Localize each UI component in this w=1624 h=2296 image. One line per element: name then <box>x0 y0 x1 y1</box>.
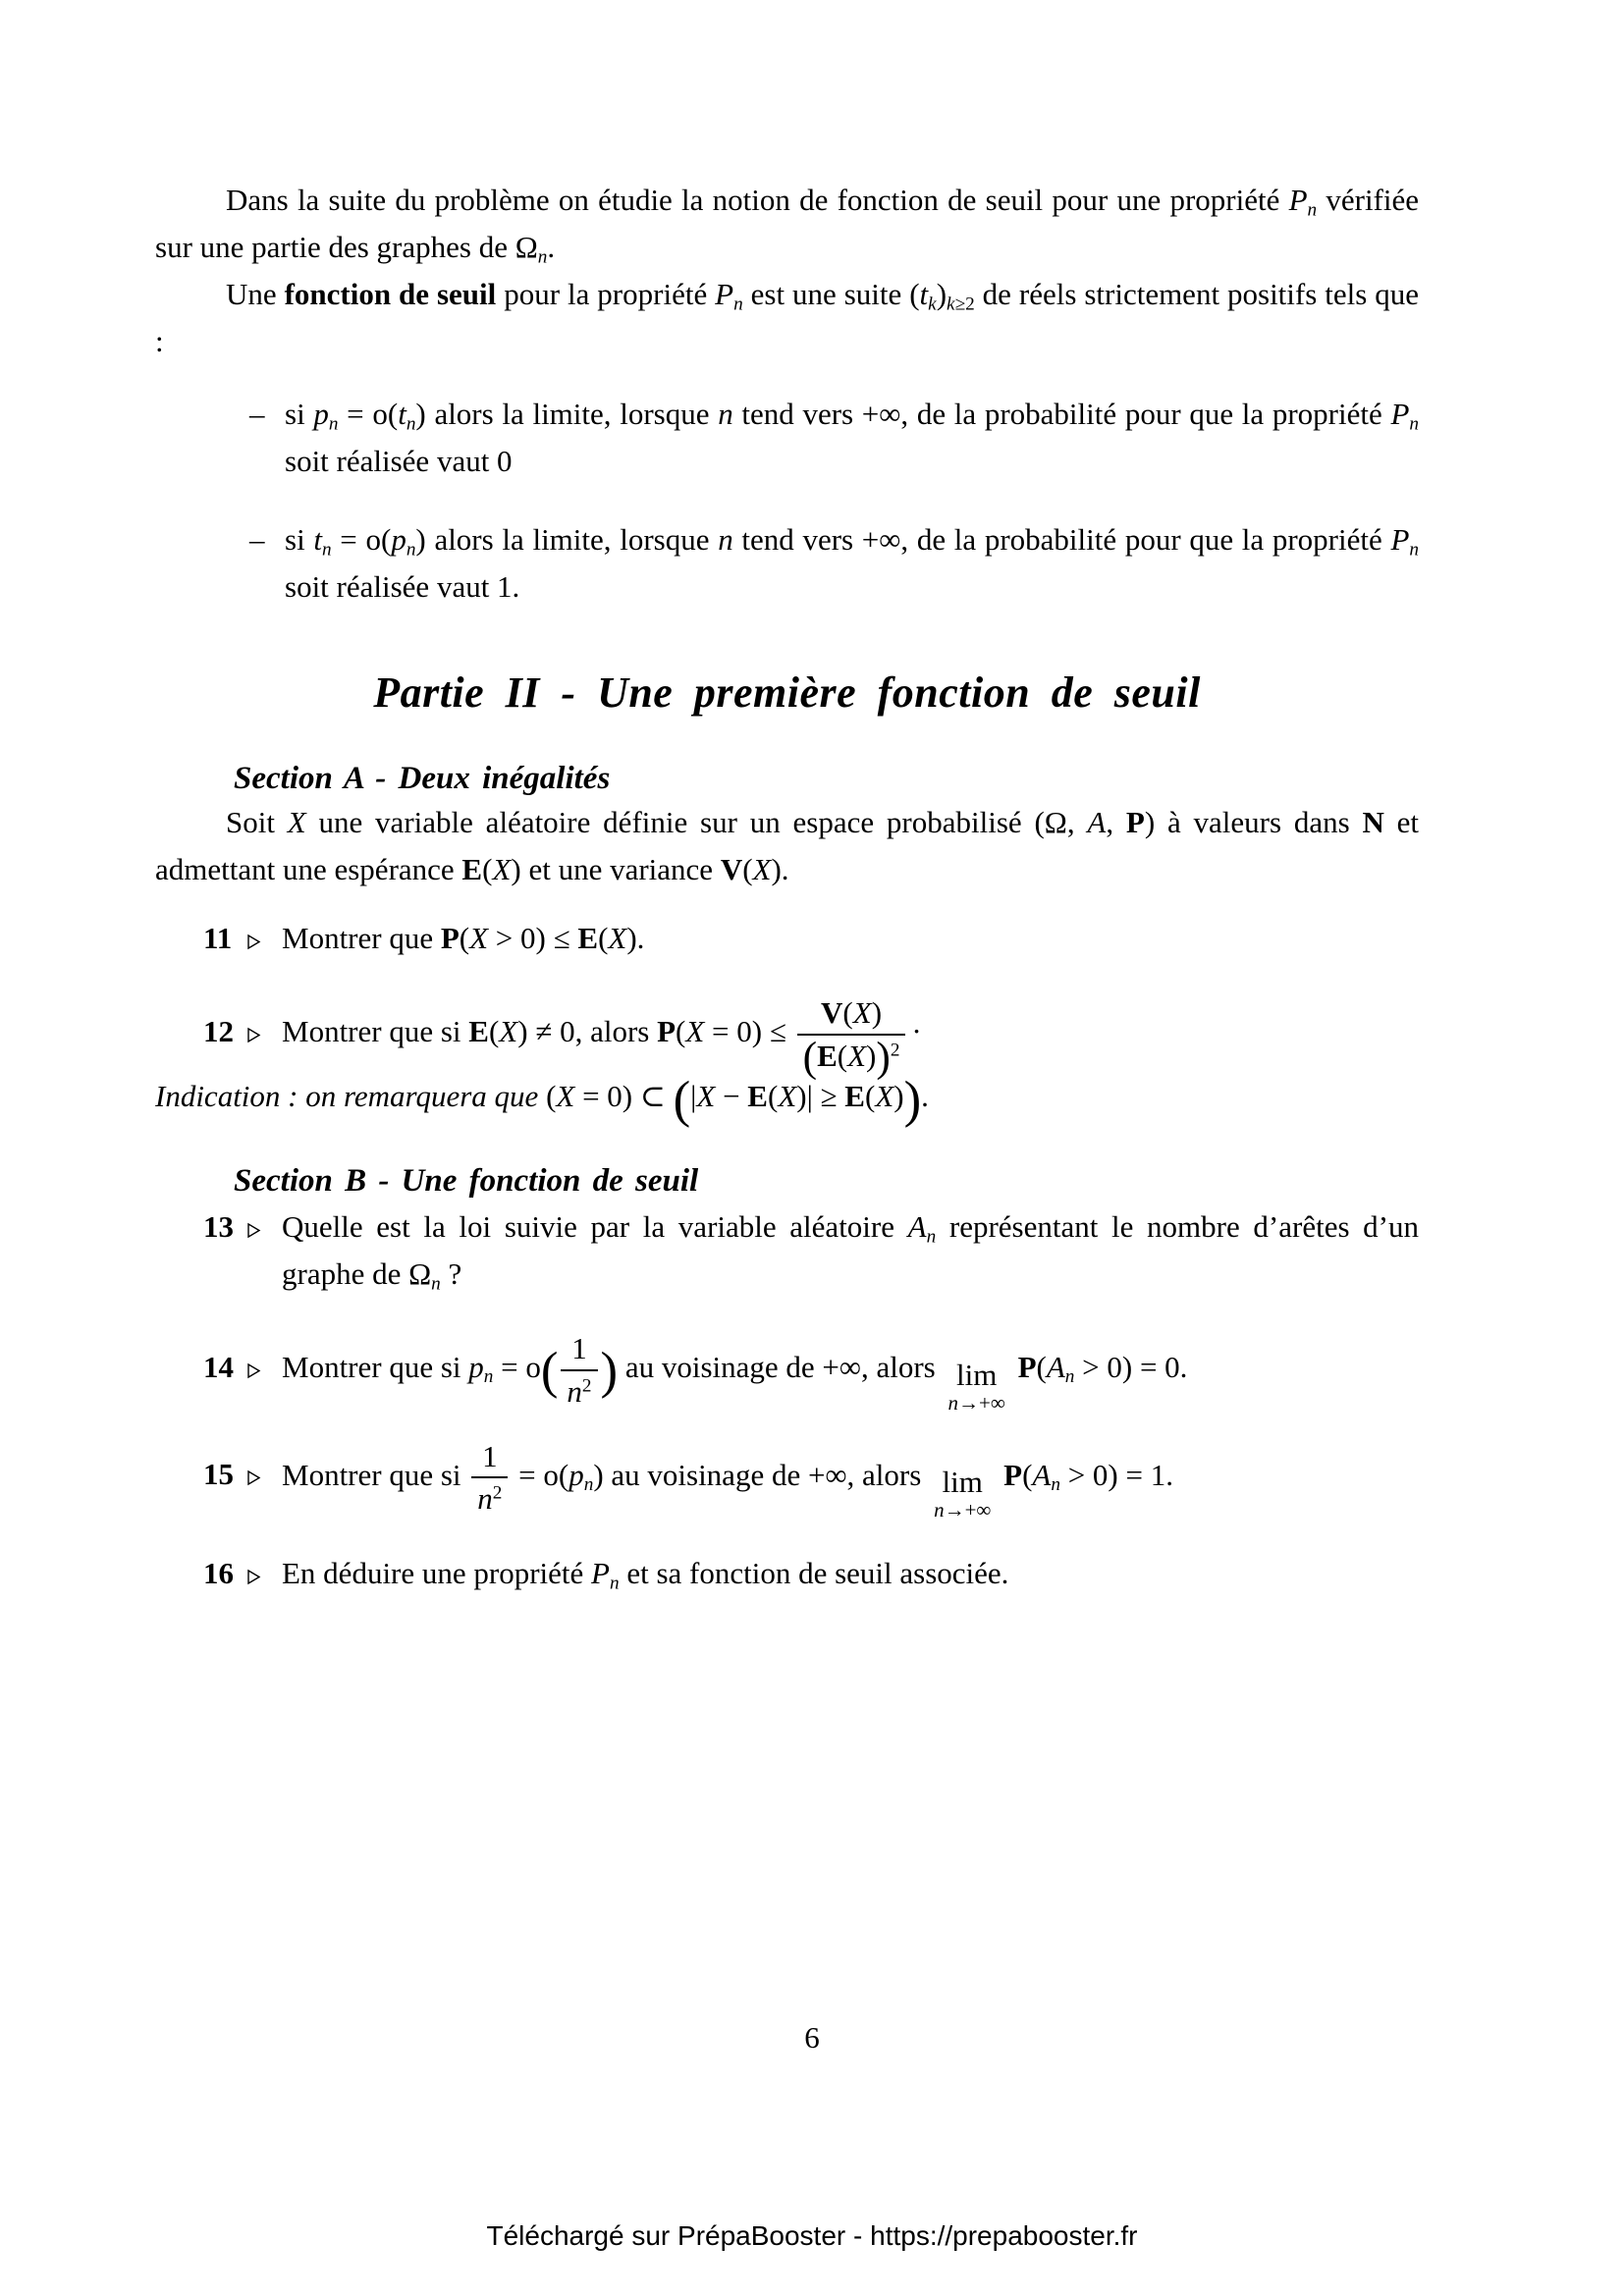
list-item-text: si $p_n = o(t_n)$ alors la limite, lorsque n tend vers +∞, de la probabilité pour que la propriété $P_n$ soit réalisée vaut 0 <box>285 397 1419 478</box>
triangle-marker-icon <box>246 1344 282 1391</box>
page-number: 6 <box>804 2020 820 2055</box>
section-a-title: Section A - Deux inégalités <box>234 761 611 796</box>
triangle-marker-icon <box>246 1008 282 1055</box>
question-text: Montrer que si $p_n = o$( $\frac{1}{n^2}$ ) au voisinage de +∞, alors lim n→+∞ $P(A_n > 0) = 0$. <box>282 1331 1188 1415</box>
bullet-dash: – <box>249 397 265 431</box>
question-16 <box>155 1550 1419 1597</box>
question-12 <box>155 995 1419 1081</box>
question-number: 16 <box>203 1555 234 1590</box>
question-number: 11 <box>203 921 233 955</box>
intro-paragraph-1: Dans la suite du problème on étudie la notion de fonction de seuil pour une propriété $P_n$ vérifiée sur une partie des graphes de $\Omega_n$. <box>155 183 1420 268</box>
intro-paragraph-2: Une fonction de seuil pour la propriété $P_n$ est une suite $(t_k)_{k\ge 2}$ de réels strictement positifs tels que : <box>155 277 1419 358</box>
question-number: 13 <box>203 1209 234 1245</box>
bullet-dash: – <box>249 522 265 557</box>
triangle-marker-icon <box>246 1203 282 1251</box>
question-15 <box>155 1439 1419 1521</box>
threshold-definition-list <box>249 391 1419 611</box>
list-item <box>249 391 1419 485</box>
question-text: Montrer que si E(X) ≠ 0, alors P(X = 0) ≤ $\frac{V(X)}{(E(X))^2}$ · <box>282 995 922 1081</box>
question-number: 15 <box>203 1457 234 1492</box>
list-item <box>249 516 1419 611</box>
triangle-marker-icon <box>246 915 282 962</box>
triangle-marker-icon <box>246 1550 282 1597</box>
footer-text: Téléchargé sur PrépaBooster - https://prepabooster.fr <box>486 2220 1138 2251</box>
question-number: 14 <box>203 1350 234 1385</box>
question-13 <box>155 1203 1419 1298</box>
question-number: 12 <box>203 1013 234 1048</box>
question-text: Montrer que P(X > 0) ≤ E(X). <box>282 921 645 955</box>
question-text: Quelle est la loi suivie par la variable aléatoire $A_n$ représentant le nombre d’arêtes d’un graphe de $\Omega_n$ ? <box>282 1209 1419 1295</box>
triangle-marker-icon <box>246 1451 282 1498</box>
question-text: En déduire une propriété $P_n$ et sa fonction de seuil associée. <box>282 1555 1009 1594</box>
question-12-hint: Indication : on remarquera que (X = 0) ⊂ (|X − E(X)| ≥ E(X)). <box>155 1071 929 1129</box>
section-a-intro: Soit X une variable aléatoire définie sur un espace probabilisé (Ω, A, P) à valeurs dans N et admettant une espérance E(X) et une variance V(X). <box>155 805 1420 886</box>
list-item-text: si $t_n = o(p_n)$ alors la limite, lorsque n tend vers +∞, de la probabilité pour que la propriété $P_n$ soit réalisée vaut 1. <box>285 522 1419 604</box>
question-14 <box>155 1331 1419 1413</box>
section-b-title: Section B - Une fonction de seuil <box>234 1163 699 1200</box>
question-11 <box>155 915 1419 962</box>
part-title: Partie II - Une première fonction de seuil <box>373 668 1201 717</box>
question-text: Montrer que si $\frac{1}{n^2}$ = $o(p_n)$ au voisinage de +∞, alors lim n→+∞ $P(A_n > 0) = 1$. <box>282 1438 1173 1522</box>
